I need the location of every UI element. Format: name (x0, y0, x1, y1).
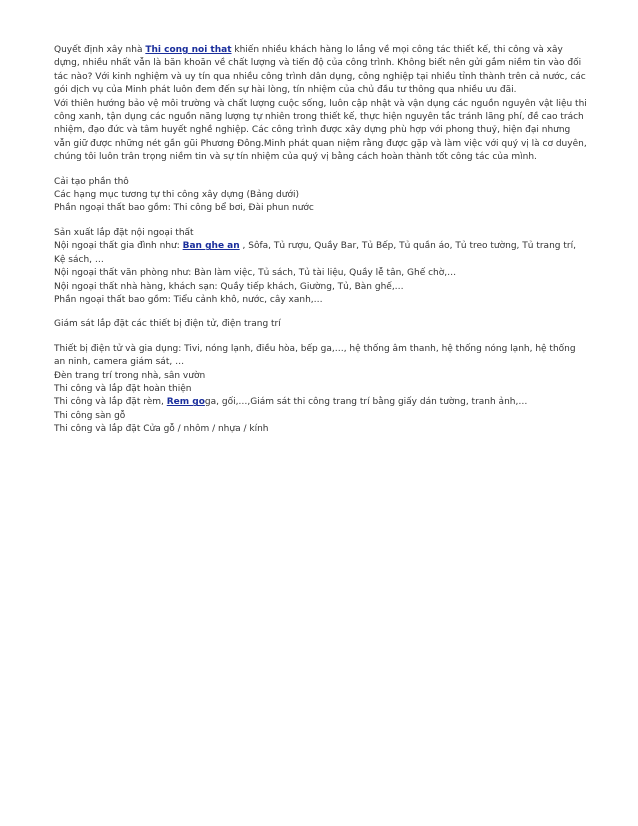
devices-curtain-prefix: Thi công và lắp đặt rèm, (54, 397, 167, 408)
install-heading: Sản xuất lắp đặt nội ngoại thất (54, 227, 194, 238)
devices-line-1: Thiết bị điện tử và gia dụng: Tivi, nóng lạnh, điều hòa, bếp ga,…, hệ thống âm thanh, hệ thống nóng lạnh, hệ thống an ninh, camera giám sát, … (54, 343, 576, 368)
install-outdoor: Phần ngoại thất bao gồm: Tiểu cảnh khô, nước, cây xanh,… (54, 294, 323, 305)
intro-text-1: Quyết định xây nhà (54, 45, 146, 55)
rough-section (54, 176, 588, 216)
install-office: Nội ngoại thất văn phòng như: Bàn làm việc, Tủ sách, Tủ tài liệu, Quầy lễ tân, Ghế chờ,… (54, 268, 457, 279)
rough-line-1: Cải tạo phần thô (54, 176, 129, 187)
intro-text-3: Với thiên hướng bảo vệ môi trường và chất lượng cuộc sống, luôn cập nhật và vận dụng các nguồn nguyên vật liệu thi công xanh, tận dụng các nguồn năng lượng tự nhiên trong thiết kế, thực hiện nguyên tắc tránh lãng phí, đề cao trách nhiệm, đạo đức và tâm huyết nghề nghiệp. Các công trình được xây dựng phù hợp với phong thuỷ, hiện đại nhưng vẫn giữ được những nét gần gũi Phương Đông.Minh phát quan niệm rằng được gặp và làm việc với quý vị là cơ duyên, chúng tôi luôn trân trọng niềm tin và sự tín nhiệm của quý vị bằng cách hoàn thành tốt công tác của mình. (54, 98, 587, 163)
supervise-heading: Giám sát lắp đặt các thiết bị điện tử, điện trang trí (54, 319, 281, 330)
link-thi-cong-noi-that[interactable]: Thi cong noi that (145, 45, 232, 55)
devices-curtain-rest: ga, gối,…,Giám sát thi công trang trí bằng giấy dán tường, tranh ảnh,… (204, 397, 528, 408)
link-ban-ghe-an[interactable]: Ban ghe an (182, 241, 240, 252)
devices-line-5: Thi công sàn gỗ (54, 410, 126, 421)
rough-line-2: Các hạng mục tương tự thi công xây dựng (Bảng dưới) (54, 190, 299, 201)
rough-line-3: Phần ngoại thất bao gồm: Thi công bể bơi, Đài phun nước (54, 203, 314, 214)
devices-line-3: Thi công và lắp đặt hoàn thiện (54, 383, 192, 394)
devices-line-6: Thi công và lắp đặt Cửa gỗ / nhôm / nhựa / kính (54, 424, 269, 435)
intro-text-2: khiến nhiều khách hàng lo lắng về mọi công tác thiết kế, thi công và xây dựng, nhiều nhất vẫn là băn khoăn về chất lượng và tiến độ của công trình. Không biết nên gửi gắm niềm tin vào đối tác nào? Với kinh nghiệm và uy tín qua nhiều công trình dân dụng, công nghiệp tại nhiều tỉnh thành trên cả nước, các gói dịch vụ của Minh phát luôn đem đến sự hài lòng, tín nhiệm của chủ đầu tư thông qua nhiều ưu đãi. (54, 45, 586, 96)
link-rem-go[interactable]: Rem go (166, 397, 205, 408)
install-section (54, 227, 588, 307)
supervise-section (54, 318, 588, 331)
devices-line-2: Đèn trang trí trong nhà, sân vườn (54, 370, 206, 381)
install-home (54, 240, 588, 267)
install-home-rest: , Sôfa, Tủ rượu, Quầy Bar, Tủ Bếp, Tủ quần áo, Tủ treo tường, Tủ trang trí, Kệ sách, … (54, 241, 576, 265)
install-home-prefix: Nội ngoại thất gia đình như: (54, 241, 183, 252)
install-hotel: Nội ngoại thất nhà hàng, khách sạn: Quầy tiếp khách, Giường, Tủ, Bàn ghế,… (54, 281, 404, 292)
devices-curtain (54, 396, 588, 409)
devices-section (54, 343, 588, 437)
intro-paragraph (54, 44, 588, 165)
